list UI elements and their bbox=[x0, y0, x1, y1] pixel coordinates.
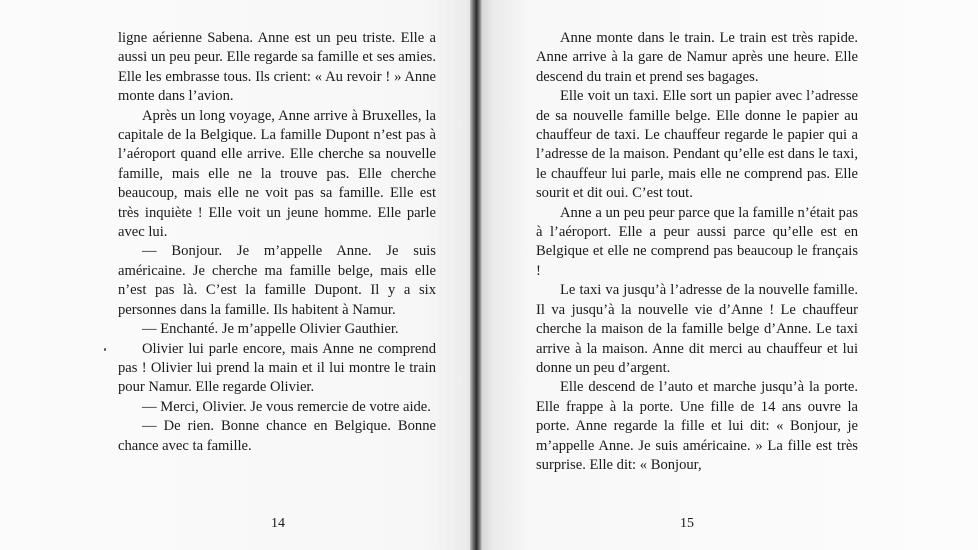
left-paragraph-3: — Bonjour. Je m’appelle Anne. Je suis américaine. Je cherche ma famille belge, mais elle n’est pas là. C’est la famille Dupont. Il y a six personnes dans la famille. Ils habitent à Namur. bbox=[118, 243, 436, 318]
left-paragraph-7: — De rien. Bonne chance en Belgique. Bonne chance avec ta famille. bbox=[118, 418, 436, 454]
right-paragraph-4: Le taxi va jusqu’à l’adresse de la nouvelle famille. Il va jusqu’à la nouvelle vie d’Anne ! Le chauffeur cherche la maison de la famille belge d’Anne. Le taxi arrive à la maison. Anne dit merci au chauffeur et lui donne un peu d’argent. bbox=[536, 282, 858, 376]
left-paragraph-4: — Enchanté. Je m’appelle Olivier Gauthier. bbox=[142, 321, 399, 338]
left-paragraph-6: — Merci, Olivier. Je vous remercie de votre aide. bbox=[142, 398, 431, 415]
left-page-number: 14 bbox=[271, 516, 285, 531]
right-page bbox=[478, 0, 978, 550]
left-page-text bbox=[118, 29, 436, 456]
left-paragraph-2: Après un long voyage, Anne arrive à Bruxelles, la capitale de la Belgique. La famille Dupont n’est pas à l’aéroport quand elle arrive. Elle cherche sa nouvelle famille, mais elle ne la trouve pas. Elle cherche beaucoup, mais elle ne voit pas sa famille. Elle est très inquiète ! Elle voit un jeune homme. Elle parle avec lui. bbox=[118, 107, 436, 241]
right-paragraph-1: Anne monte dans le train. Le train est très rapide. Anne arrive à la gare de Namur après une heure. Elle descend du train et prend ses bagages. bbox=[536, 30, 858, 85]
right-paragraph-2: Elle voit un taxi. Elle sort un papier avec l’adresse de sa nouvelle famille belge. Elle donne le papier au chauffeur de taxi. Le chauffeur regarde le papier qui a l’adresse de la maison. Pendant qu’elle est dans le taxi, le chauffeur lui parle, mais elle ne comprend pas. Elle sourit et dit oui. C’est tout. bbox=[536, 88, 858, 202]
right-page-number: 15 bbox=[680, 516, 694, 531]
scan-speck bbox=[104, 348, 106, 351]
left-paragraph-1: ligne aérienne Sabena. Anne est un peu triste. Elle a aussi un peu peur. Elle regarde sa famille et ses amies. Elle les embrasse tous. Ils crient: « Au revoir ! » Anne monte dans l’avion. bbox=[118, 30, 436, 105]
right-paragraph-3: Anne a un peu peur parce que la famille n’était pas à l’aéroport. Elle a peur aussi parce qu’elle est en Belgique et elle ne comprend pas beaucoup le français ! bbox=[536, 204, 858, 279]
book-gutter bbox=[470, 0, 482, 550]
left-page bbox=[0, 0, 480, 550]
right-page-text bbox=[536, 29, 858, 475]
left-paragraph-5: Olivier lui parle encore, mais Anne ne comprend pas ! Olivier lui prend la main et il lui montre le train pour Namur. Elle regarde Olivier. bbox=[118, 340, 436, 396]
right-paragraph-5: Elle descend de l’auto et marche jusqu’à la porte. Elle frappe à la porte. Une fille de 14 ans ouvre la porte. Anne regarde la fille et lui dit: « Bonjour, je m’appelle Anne. Je suis américaine. » La fille est très surprise. Elle dit: « Bonjour, bbox=[536, 379, 858, 473]
